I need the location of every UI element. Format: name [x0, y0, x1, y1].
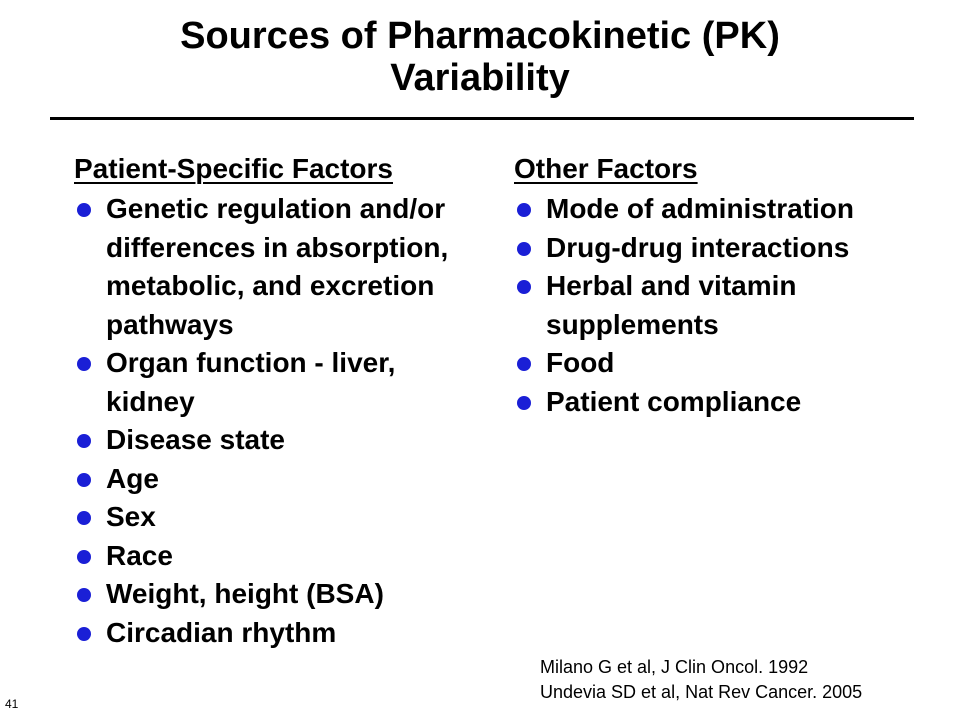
list-item-text: Food — [546, 347, 615, 378]
list-item — [514, 344, 934, 383]
list-item — [74, 460, 484, 499]
reference-item: Milano G et al, J Clin Oncol. 1992 — [540, 657, 809, 677]
bullet-icon — [77, 550, 91, 564]
slide-number: 41 — [5, 697, 19, 711]
bullet-icon — [517, 242, 531, 256]
bullet-icon — [77, 511, 91, 525]
slide-title — [0, 15, 960, 99]
other-factors-heading: Other Factors — [514, 153, 698, 184]
list-item — [74, 190, 468, 344]
bullet-icon — [77, 203, 91, 217]
list-item-text: Age — [106, 462, 159, 494]
bullet-icon — [517, 280, 531, 294]
list-item-text: Drug-drug interactions — [546, 231, 850, 263]
bullet-icon — [77, 588, 91, 602]
patient-specific-factors-heading: Patient-Specific Factors — [74, 153, 393, 184]
slide-title-line-2: Variability — [390, 57, 570, 99]
bullet-icon — [517, 357, 531, 371]
list-item-text: Herbal and vitamin supplements — [546, 270, 797, 340]
list-item — [74, 344, 446, 421]
list-item-text: Race — [106, 539, 173, 571]
bullet-icon — [77, 434, 91, 448]
slide-title-line-1: Sources of Pharmacokinetic (PK) — [180, 15, 780, 57]
bullet-icon — [517, 396, 531, 410]
list-item-text: Patient compliance — [546, 385, 802, 417]
list-item — [514, 267, 846, 344]
list-item-text: Genetic regulation and/or differences in absorption, metabolic, and excretion pathways — [106, 193, 449, 340]
list-item-text: Disease state — [106, 424, 286, 455]
list-item-text: Mode of administration — [546, 193, 854, 224]
bullet-icon — [77, 627, 91, 641]
list-item-text: Circadian rhythm — [106, 616, 337, 648]
reference-item: Undevia SD et al, Nat Rev Cancer. 2005 — [540, 682, 863, 702]
list-item — [74, 498, 484, 537]
list-item — [74, 537, 484, 576]
list-item — [74, 575, 484, 614]
references — [540, 655, 862, 705]
list-item-text: Weight, height (BSA) — [106, 578, 384, 609]
other-factors-column — [514, 150, 934, 421]
list-item — [74, 614, 484, 653]
bullet-icon — [77, 473, 91, 487]
patient-specific-factors-column — [74, 150, 484, 652]
list-item — [514, 383, 934, 422]
patient-specific-factors-list — [74, 190, 484, 652]
title-divider — [50, 117, 914, 120]
list-item — [514, 229, 934, 268]
list-item-text: Organ function - liver, kidney — [106, 347, 396, 417]
bullet-icon — [517, 203, 531, 217]
other-factors-list — [514, 190, 934, 421]
list-item — [514, 190, 934, 229]
list-item-text: Sex — [106, 501, 156, 532]
bullet-icon — [77, 357, 91, 371]
list-item — [74, 421, 484, 460]
